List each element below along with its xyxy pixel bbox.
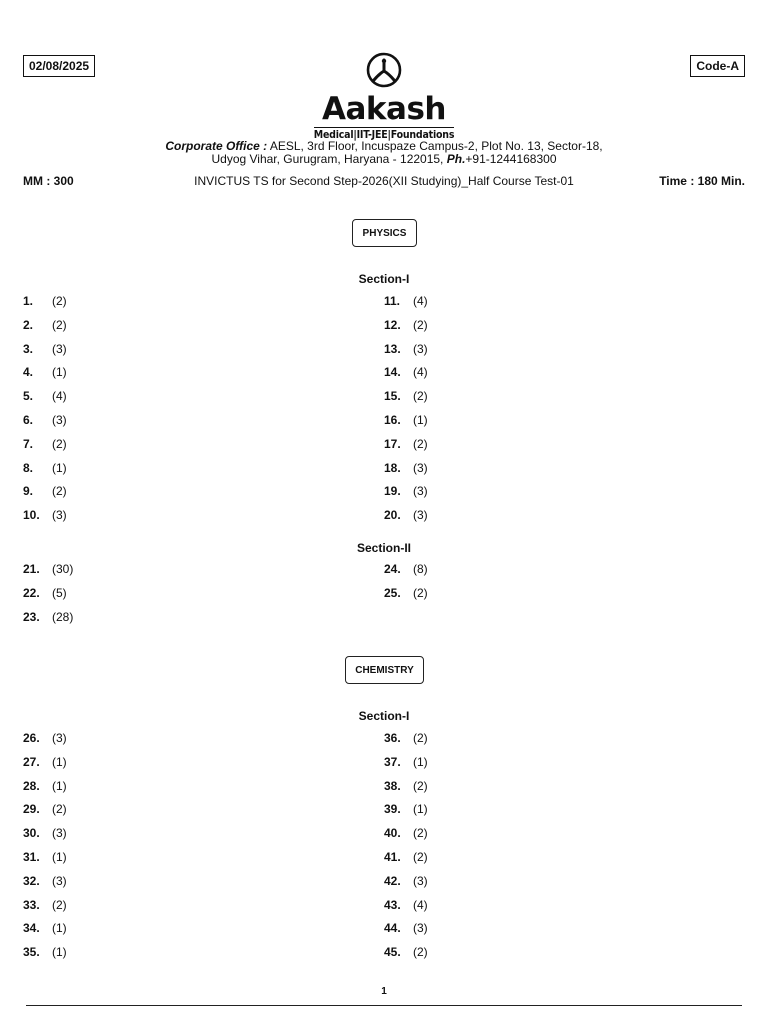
question-number: 36. [384, 731, 401, 745]
answer-option: (2) [413, 317, 428, 332]
answer-option: (1) [52, 921, 67, 936]
answer-option: (2) [413, 826, 428, 841]
answer-option: (28) [52, 609, 74, 624]
answer-option: (5) [52, 585, 67, 600]
address-label: Corporate Office : [165, 139, 268, 153]
question-number: 18. [384, 460, 401, 475]
aakash-logo [0, 52, 768, 143]
question-number: 29. [23, 802, 40, 817]
test-duration: Time : 180 Min. [659, 174, 745, 188]
answer-option: (1) [52, 850, 67, 864]
answer-option: (3) [413, 484, 428, 499]
answer-option: (2) [52, 294, 67, 308]
date-box: 02/08/2025 [23, 55, 95, 77]
question-number: 2. [23, 317, 34, 332]
code-box: Code-A [690, 55, 745, 77]
physics-section-2-title: Section-II [356, 541, 411, 555]
question-number: 40. [384, 826, 401, 841]
question-number: 16. [384, 413, 401, 427]
question-number: 4. [23, 365, 34, 380]
answer-option: (4) [413, 365, 428, 380]
brand-name: Aakash [322, 91, 446, 127]
answer-option: (2) [413, 778, 428, 793]
question-number: 19. [384, 484, 401, 499]
brand-tagline: Medical|IIT-JEE|Foundations [313, 129, 455, 141]
address-line-2: Udyog Vihar, Gurugram, Haryana - 122015, [211, 152, 447, 166]
question-number: 35. [23, 945, 40, 960]
question-number: 33. [23, 897, 40, 912]
question-number: 42. [384, 873, 401, 888]
answer-option: (3) [52, 873, 67, 888]
answer-option: (3) [52, 508, 67, 523]
answer-option: (2) [52, 484, 67, 499]
question-number: 9. [23, 484, 34, 499]
answer-option: (3) [52, 341, 67, 356]
address-line-1: AESL, 3rd Floor, Incuspaze Campus-2, Plot No. 13, Sector-18, [267, 139, 603, 153]
page-number: 1 [381, 986, 387, 997]
question-number: 23. [23, 609, 40, 624]
answer-option: (2) [52, 802, 67, 817]
chemistry-section-1-title: Section-I [358, 709, 410, 723]
footer-divider [26, 1005, 742, 1006]
question-number: 13. [384, 341, 401, 356]
question-number: 5. [23, 389, 34, 404]
question-number: 1. [23, 294, 34, 308]
answer-option: (1) [52, 365, 67, 380]
answer-option: (1) [52, 778, 67, 793]
answer-option: (2) [413, 850, 428, 864]
answer-option: (3) [52, 413, 67, 427]
subject-physics: PHYSICS [352, 219, 417, 247]
answer-option: (2) [413, 436, 428, 451]
question-number: 8. [23, 460, 34, 475]
answer-option: (3) [413, 508, 428, 523]
question-number: 28. [23, 778, 40, 793]
answer-option: (2) [413, 945, 428, 960]
answer-option: (8) [413, 562, 428, 576]
answer-option: (1) [52, 460, 67, 475]
question-number: 32. [23, 873, 40, 888]
question-number: 6. [23, 413, 34, 427]
question-number: 12. [384, 317, 401, 332]
answer-option: (1) [413, 754, 428, 769]
answer-option: (4) [413, 897, 428, 912]
answer-option: (2) [52, 436, 67, 451]
question-number: 20. [384, 508, 401, 523]
question-number: 15. [384, 389, 401, 404]
question-number: 31. [23, 850, 40, 864]
question-number: 22. [23, 585, 40, 600]
question-number: 21. [23, 562, 40, 576]
answer-option: (3) [52, 826, 67, 841]
answer-option: (2) [413, 731, 428, 745]
question-number: 38. [384, 778, 401, 793]
question-number: 41. [384, 850, 401, 864]
question-number: 24. [384, 562, 401, 576]
aakash-emblem-icon [365, 52, 403, 88]
answer-option: (1) [413, 413, 428, 427]
question-number: 14. [384, 365, 401, 380]
answer-option: (30) [52, 562, 74, 576]
answer-option: (4) [413, 294, 428, 308]
max-marks: MM : 300 [23, 174, 74, 188]
answer-option: (2) [413, 585, 428, 600]
test-info-line [23, 174, 745, 188]
question-number: 45. [384, 945, 401, 960]
answer-option: (1) [52, 754, 67, 769]
answer-option: (3) [413, 921, 428, 936]
physics-section-1-title: Section-I [358, 272, 410, 286]
answer-option: (2) [52, 897, 67, 912]
question-number: 43. [384, 897, 401, 912]
question-number: 39. [384, 802, 401, 817]
answer-option: (3) [413, 341, 428, 356]
subject-chemistry: CHEMISTRY [345, 656, 424, 684]
question-number: 34. [23, 921, 40, 936]
question-number: 10. [23, 508, 40, 523]
phone-number: +91-1244168300 [465, 152, 557, 166]
question-number: 7. [23, 436, 34, 451]
question-number: 17. [384, 436, 401, 451]
answer-option: (2) [413, 389, 428, 404]
answer-option: (1) [52, 945, 67, 960]
answer-option: (3) [52, 731, 67, 745]
question-number: 26. [23, 731, 40, 745]
phone-label: Ph. [446, 152, 466, 166]
question-number: 11. [384, 294, 401, 308]
answer-option: (4) [52, 389, 67, 404]
test-title: INVICTUS TS for Second Step-2026(XII Studying)_Half Course Test-01 [194, 174, 574, 188]
question-number: 44. [384, 921, 401, 936]
question-number: 27. [23, 754, 40, 769]
question-number: 3. [23, 341, 34, 356]
answer-option: (1) [413, 802, 428, 817]
question-number: 25. [384, 585, 401, 600]
answer-option: (3) [413, 873, 428, 888]
question-number: 30. [23, 826, 40, 841]
corporate-address [0, 140, 768, 166]
answer-option: (2) [52, 317, 67, 332]
question-number: 37. [384, 754, 401, 769]
answer-option: (3) [413, 460, 428, 475]
